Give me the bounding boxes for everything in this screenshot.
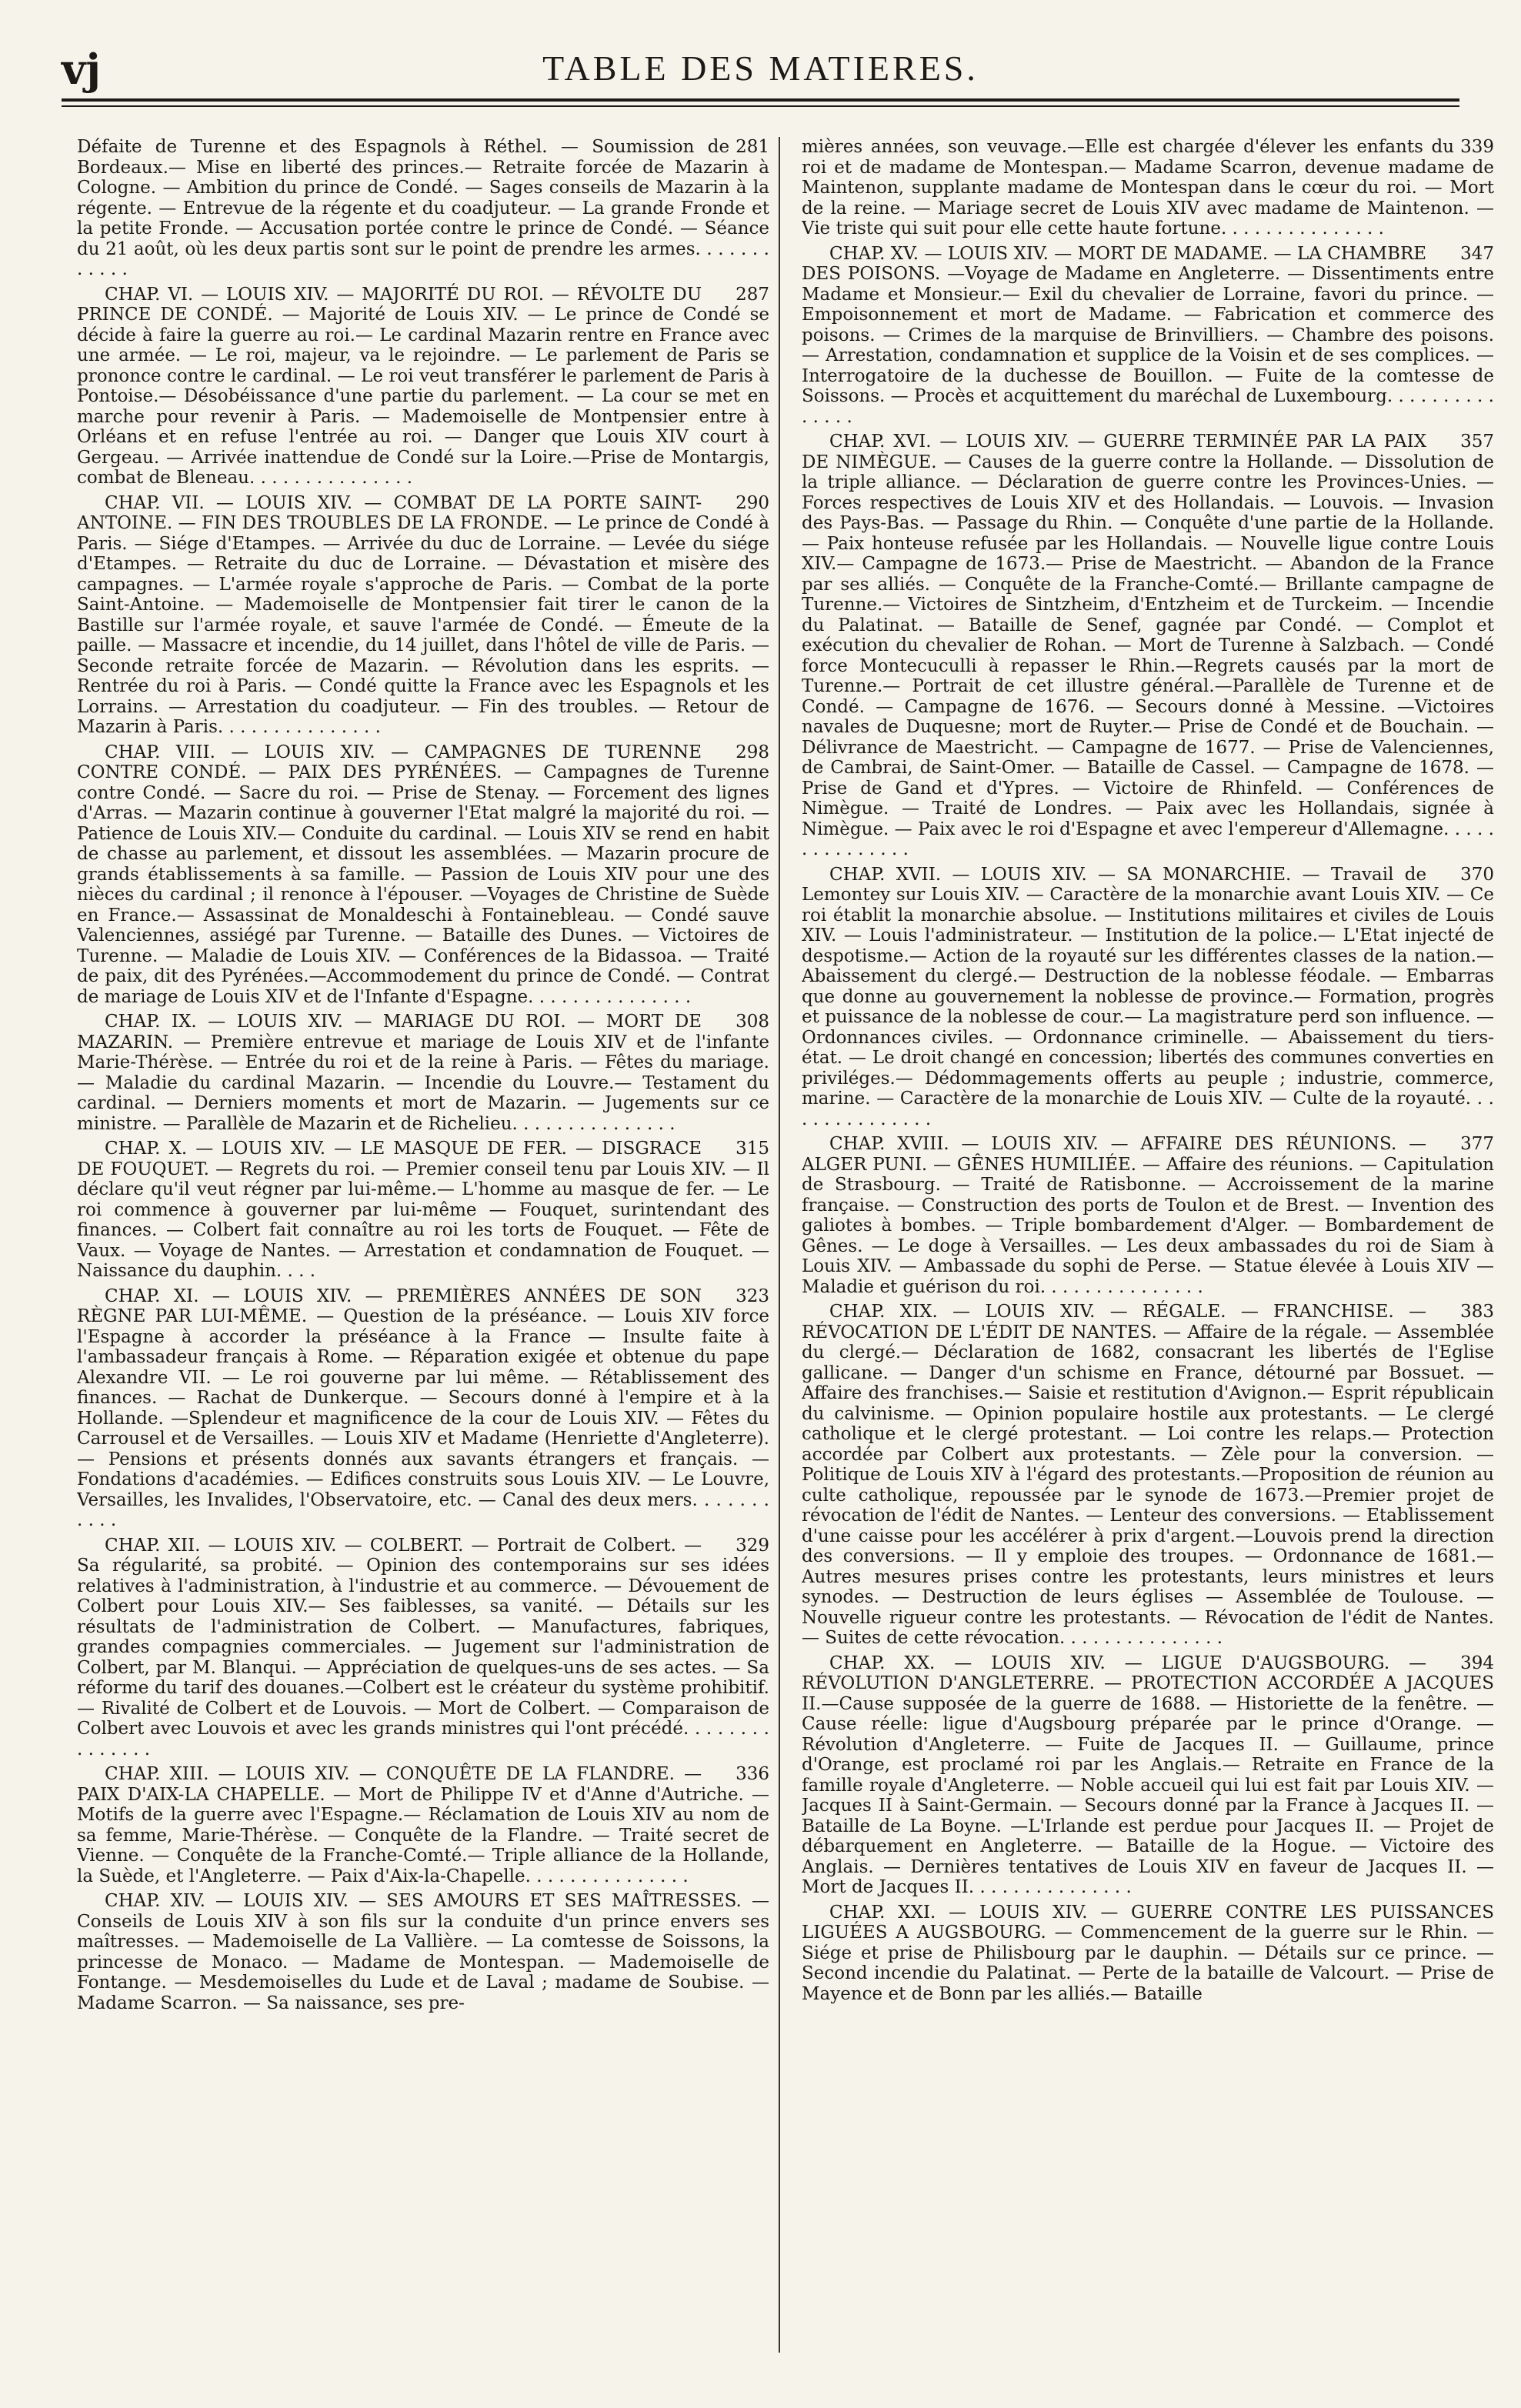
entry-text: CHAP. VI. — LOUIS XIV. — MAJORITÉ DU ROI. — RÉVOLTE DU PRINCE DE CONDÉ. — Majorité de Louis XIV. — Le prince de Condé se décide à faire la guerre au roi.— Le cardinal Mazarin rentre en France avec une armée. — Le roi, majeur, va le rejoindre. — Le parlement de Paris se prononce contre le cardinal. — Le roi veut transférer le parlement de Paris à Pontoise.— Désobéissance d'une partie du parlement. — La cour se met en marche pour revenir à Paris. — Mademoiselle de Montpensier entre à Orléans et en refuse l'entrée au roi. — Danger que Louis XIV court à Gergeau. — Arrivée inattendue de Condé sur la Loire.—Prise de Montargis, combat de Bleneau. . . . . . . . . . . . . . . bbox=[77, 284, 769, 488]
entry-text: CHAP. XXI. — LOUIS XIV. — GUERRE CONTRE LES PUISSANCES LIGUÉES A AUGSBOURG. — Commencement de la guerre sur le Rhin. — Siége et prise de Philisbourg par le dauphin. — Détails sur ce prince. — Second incendie du Palatinat. — Perte de la bataille de Valcourt. — Prise de Mayence et de Bonn par les alliés.— Bataille bbox=[802, 1902, 1494, 2004]
toc-entry bbox=[802, 244, 1494, 428]
column-divider bbox=[779, 137, 780, 2353]
toc-entry bbox=[802, 1302, 1494, 1649]
entry-text: CHAP. XX. — LOUIS XIV. — LIGUE D'AUGSBOURG. — RÉVOLUTION D'ANGLETERRE. — PROTECTION ACCORDÉE A JACQUES II.—Cause supposée de la guerre de 1688. — Historiette de la fenêtre. — Cause réelle: ligue d'Augsbourg préparée par le prince d'Orange. — Révolution d'Angleterre. — Fuite de Jacques II. — Guillaume, prince d'Orange, est proclamé roi par les Anglais.— Retraite en France de la famille royale d'Angleterre. — Noble accueil qui lui est fait par Louis XIV. — Jacques II à Saint-Germain. — Secours donné par la France à Jacques II. — Bataille de La Boyne. —L'Irlande est perdue pour Jacques II. — Projet de débarquement en Angleterre. — Bataille de la Hogue. — Victoire des Anglais. — Dernières tentatives de Louis XIV en faveur de Jacques II. — Mort de Jacques II. . . . . . . . . . . . . . . bbox=[802, 1653, 1494, 1897]
page-number: 315 bbox=[735, 1139, 769, 1159]
toc-entry bbox=[77, 1891, 769, 2013]
page-title: TABLE DES MATIERES. bbox=[542, 48, 979, 88]
entry-text: CHAP. XVIII. — LOUIS XIV. — AFFAIRE DES RÉUNIONS. — ALGER PUNI. — GÊNES HUMILIÉE. — Affaire des réunions. — Capitulation de Strasbourg. — Traité de Ratisbonne. — Accroissement de la marine française. — Construction des ports de Toulon et de Brest. — Invention des galiotes à bombes. — Triple bombardement d'Alger. — Bombardement de Gênes. — Le doge à Versailles. — Les deux ambassades du roi de Siam à Louis XIV. — Ambassade du sophi de Perse. — Statue élevée à Louis XIV — Maladie et guérison du roi. . . . . . . . . . . . . . . bbox=[802, 1134, 1494, 1297]
page-number: 290 bbox=[735, 492, 769, 513]
toc-entry bbox=[77, 742, 769, 1008]
toc-entry bbox=[77, 285, 769, 489]
entry-text: CHAP. XIV. — LOUIS XIV. — SES AMOURS ET SES MAÎTRESSES. — Conseils de Louis XIV à son fils sur la conduite d'un prince envers ses maîtresses. — Mademoiselle de La Vallière. — La comtesse de Soissons, la princesse de Monaco. — Madame de Montespan. — Mademoiselle de Fontange. — Mesdemoiselles du Lude et de Laval ; madame de Soubise. — Madame Scarron. — Sa naissance, ses pre- bbox=[77, 1891, 769, 2013]
page-number: 308 bbox=[735, 1012, 769, 1032]
toc-entry bbox=[802, 137, 1494, 239]
toc-entry bbox=[802, 1134, 1494, 1297]
entry-text: CHAP. XV. — LOUIS XIV. — MORT DE MADAME. — LA CHAMBRE DES POISONS. —Voyage de Madame en Angleterre. — Dissentiments entre Madame et Monsieur.— Exil du chevalier de Lorraine, favori du prince. — Empoisonnement et mort de Madame. — Fabrication et commerce des poisons. — Crimes de la marquise de Brinvilliers. — Chambre des poisons. — Arrestation, condamnation et supplice de la Voisin et de ses complices. — Interrogatoire de la duchesse de Bouillon. — Fuite de la comtesse de Soissons. — Procès et acquittement du maréchal de Luxembourg. . . . . . . . . . . . . . . bbox=[802, 243, 1494, 427]
page-number: 339 bbox=[1460, 137, 1494, 157]
page-header bbox=[62, 45, 1459, 98]
page-number: 370 bbox=[1460, 864, 1494, 885]
entry-text: CHAP. VII. — LOUIS XIV. — COMBAT DE LA PORTE SAINT-ANTOINE. — FIN DES TROUBLES DE LA FRONDE. — Le prince de Condé à Paris. — Siége d'Etampes. — Arrivée du duc de Lorraine. — Levée du siége d'Etampes. — Retraite du duc de Lorraine. — Dévastation et misère des campagnes. — L'armée royale s'approche de Paris. — Combat de la porte Saint-Antoine. — Mademoiselle de Montpensier fait tirer le canon de la Bastille sur l'armée royale, et sauve l'armée de Condé. — Émeute de la paille. — Massacre et incendie, du 14 juillet, dans l'hôtel de ville de Paris. — Seconde retraite forcée de Mazarin. — Révolution dans les esprits. — Rentrée du roi à Paris. — Condé quitte la France avec les Espagnols et les Lorrains. — Arrestation du coadjuteur. — Fin des troubles. — Retour de Mazarin à Paris. . . . . . . . . . . . . . . bbox=[77, 492, 769, 737]
entry-text: CHAP. XVI. — LOUIS XIV. — GUERRE TERMINÉE PAR LA PAIX DE NIMÈGUE. — Causes de la guerre contre la Hollande. — Dissolution de la triple alliance. — Déclaration de guerre contre les Provinces-Unies. — Forces respectives de Louis XIV et des Hollandais. — Louvois. — Invasion des Pays-Bas. — Passage du Rhin. — Conquête d'une partie de la Hollande. — Paix honteuse refusée par les Hollandais. — Nouvelle ligue contre Louis XIV.— Campagne de 1673.— Prise de Maestricht. — Abandon de la France par ses alliés. — Conquête de la Franche-Comté.— Brillante campagne de Turenne.— Victoires de Sintzheim, d'Entzheim et de Turckeim. — Incendie du Palatinat. — Bataille de Senef, gagnée par Condé. — Complot et exécution du chevalier de Rohan. — Mort de Turenne à Salzbach. — Condé force Montecuculli à repasser le Rhin.—Regrets causés par la mort de Turenne.— Portrait de cet illustre général.—Parallèle de Turenne et de Condé. — Campagne de 1676. — Secours donné à Messine. —Victoires navales de Duquesne; mort de Ruyter.— Prise de Condé et de Bouchain. — Délivrance de Maestricht. — Campagne de 1677. — Prise de Valenciennes, de Cambrai, de Saint-Omer. — Bataille de Cassel. — Campagne de 1678. — Prise de Gand et d'Ypres. — Victoire de Rhinfeld. — Conférences de Nimègue. — Traité de Londres. — Paix avec les Hollandais, signée à Nimègue. — Paix avec le roi d'Espagne et avec l'empereur d'Allemagne. . . . . . . . . . . . . . . bbox=[802, 432, 1494, 859]
entry-text: Défaite de Turenne et des Espagnols à Réthel. — Soumission de Bordeaux.— Mise en liberté des princes.— Retraite forcée de Mazarin à Cologne. — Ambition du prince de Condé. — Sages conseils de Mazarin à la régente. — Entrevue de la régente et du coadjuteur. — La grande Fronde et la petite Fronde. — Accusation portée contre le prince de Condé. — Séance du 21 août, où les deux partis sont sur le point de prendre les armes. . . . . . . . . . . . bbox=[77, 137, 769, 279]
page-number: 298 bbox=[735, 742, 769, 762]
page-number: 357 bbox=[1460, 432, 1494, 452]
toc-entry bbox=[77, 1012, 769, 1134]
page-number: 347 bbox=[1460, 243, 1494, 264]
left-column bbox=[77, 137, 769, 2368]
header-rule-thick bbox=[62, 98, 1459, 102]
entry-text: CHAP. XIX. — LOUIS XIV. — RÉGALE. — FRANCHISE. — RÉVOCATION DE L'ÉDIT DE NANTES. — Affaire de la régale. — Assemblée du clergé.— Déclaration de 1682, consacrant les libertés de l'Eglise gallicane. — Danger d'un schisme en France, détourné par Bossuet. —Affaire des franchises.— Saisie et restitution d'Avignon.— Esprit républicain du calvinisme. — Opinion populaire hostile aux protestants. — Le clergé catholique et le clergé protestant. — Loi contre les relaps.— Protection accordée par Colbert aux protestants. — Zèle pour la conversion. — Politique de Louis XIV à l'égard des protestants.—Proposition de réunion au culte catholique, repoussée par le synode de 1673.—Premier projet de révocation de l'édit de Nantes. — Lenteur des conversions. — Etablissement d'une caisse pour les accélérer à prix d'argent.—Louvois prend la direction des conversions. — Il y emploie des troupes. — Ordonnance de 1681.— Autres mesures prises contre les protestants, leurs ministres et leurs synodes. — Destruction de leurs églises — Assemblée de Toulouse. — Nouvelle rigueur contre les protestants. — Révocation de l'édit de Nantes. — Suites de cette révocation. . . . . . . . . . . . . . . bbox=[802, 1302, 1494, 1648]
toc-entry bbox=[77, 1286, 769, 1531]
entry-text: mières années, son veuvage.—Elle est chargée d'élever les enfants du roi et de madame de Montespan.— Madame Scarron, devenue madame de Maintenon, supplante madame de Montespan dans le cœur du roi. — Mort de la reine. — Mariage secret de Louis XIV avec madame de Maintenon. — Vie triste qui suit pour elle cette haute fortune. . . . . . . . . . . . . . . bbox=[802, 137, 1494, 238]
toc-entry bbox=[77, 1764, 769, 1886]
entry-text: CHAP. XII. — LOUIS XIV. — COLBERT. — Portrait de Colbert. — Sa régularité, sa probité. — Opinion des contemporains sur ses idées relatives à l'administration, à l'industrie et au commerce. — Dévouement de Colbert pour Louis XIV.— Ses faiblesses, sa vanité. — Détails sur les résultats de l'administration de Colbert. — Manufactures, fabriques, grandes compagnies commerciales. — Jugement sur l'administration de Colbert, par M. Blanqui. — Appréciation de quelques-uns de ses actes. — Sa réforme du tarif des douanes.—Colbert est le créateur du système prohibitif.— Rivalité de Colbert et de Louvois. — Mort de Colbert. — Comparaison de Colbert avec Louvois et avec les grands ministres qui l'ont précédé. . . . . . . . . . . . . . . bbox=[77, 1535, 769, 1759]
page-number: 377 bbox=[1460, 1134, 1494, 1154]
page-number: 336 bbox=[735, 1764, 769, 1784]
page-number: 281 bbox=[735, 137, 769, 157]
toc-entry bbox=[77, 137, 769, 280]
page-number: 323 bbox=[735, 1286, 769, 1306]
page-number: 383 bbox=[1460, 1302, 1494, 1322]
toc-entry bbox=[802, 432, 1494, 860]
toc-entry bbox=[77, 1139, 769, 1282]
page-number: 287 bbox=[735, 284, 769, 305]
right-column bbox=[802, 137, 1494, 2368]
entry-text: CHAP. VIII. — LOUIS XIV. — CAMPAGNES DE TURENNE CONTRE CONDÉ. — PAIX DES PYRÉNÉES. — Campagnes de Turenne contre Condé. — Sacre du roi. — Prise de Stenay. — Forcement des lignes d'Arras. — Mazarin continue à gouverner l'Etat malgré la majorité du roi. — Patience de Louis XIV.— Conduite du cardinal. — Louis XIV se rend en habit de chasse au parlement, et dissout les assemblées. — Mazarin procure de grands établissements à sa famille. — Passion de Louis XIV pour une des nièces du cardinal ; il renonce à l'épouser. —Voyages de Christine de Suède en France.— Assassinat de Monaldeschi à Fontainebleau. — Condé sauve Valenciennes, assiégé par Turenne. — Bataille des Dunes. — Victoires de Turenne. — Maladie de Louis XIV. — Conférences de la Bidassoa. — Traité de paix, dit des Pyrénées.—Accommodement du prince de Condé. — Contrat de mariage de Louis XIV et de l'Infante d'Espagne. . . . . . . . . . . . . . . bbox=[77, 742, 769, 1007]
page-number: 394 bbox=[1460, 1653, 1494, 1673]
header-rule-thin bbox=[62, 105, 1459, 107]
page-folio: vj bbox=[62, 45, 101, 94]
entry-text: CHAP. XVII. — LOUIS XIV. — SA MONARCHIE. — Travail de Lemontey sur Louis XIV. — Caractère de la monarchie avant Louis XIV. — Ce roi établit la monarchie absolue. — Institutions militaires et civiles de Louis XIV. — Louis l'administrateur. — Institution de la police.— L'Etat injecté de despotisme.— Action de la royauté sur les différentes classes de la nation.— Abaissement du clergé.— Destruction de la noblesse féodale. — Embarras que donne au gouvernement la noblesse de province.— Formation, progrès et puissance de la noblesse de cour.— La magistrature perd son influence. — Ordonnances civiles. — Ordonnance criminelle. — Abaissement du tiers-état. — Le droit changé en concession; libertés des communes converties en priviléges.— Dédommagements offerts au peuple ; industrie, commerce, marine. — Caractère de la monarchie de Louis XIV. — Culte de la royauté. . . . . . . . . . . . . . . bbox=[802, 864, 1494, 1129]
page-number: 329 bbox=[735, 1535, 769, 1556]
entry-text: CHAP. IX. — LOUIS XIV. — MARIAGE DU ROI. — MORT DE MAZARIN. — Première entrevue et mariage de Louis XIV et de l'infante Marie-Thérèse. — Entrée du roi et de la reine à Paris. — Fêtes du mariage. — Maladie du cardinal Mazarin. — Incendie du Louvre.— Testament du cardinal. — Derniers moments et mort de Mazarin. — Jugements sur ce ministre. — Parallèle de Mazarin et de Richelieu. . . . . . . . . . . . . . . bbox=[77, 1012, 769, 1134]
toc-entry bbox=[802, 1903, 1494, 2005]
toc-entry bbox=[802, 1653, 1494, 1898]
toc-entry bbox=[77, 1536, 769, 1760]
entry-text: CHAP. XI. — LOUIS XIV. — PREMIÈRES ANNÉES DE SON RÈGNE PAR LUI-MÊME. — Question de la préséance. — Louis XIV force l'Espagne à accorder la préséance à la France — Insulte faite à l'ambassadeur français à Rome. — Réparation exigée et obtenue du pape Alexandre VII. — Le roi gouverne par lui même. — Rétablissement des finances. — Rachat de Dunkerque. — Secours donné à l'empire et à la Hollande. —Splendeur et magnificence de la cour de Louis XIV. — Fêtes du Carrousel et de Versailles. — Louis XIV et Madame (Henriette d'Angleterre). — Pensions et présents donnés aux savants étrangers et français. — Fondations d'académies. — Edifices construits sous Louis XIV. — Le Louvre, Versailles, les Invalides, l'Observatoire, etc. — Canal des deux mers. . . . . . . . . . . bbox=[77, 1286, 769, 1530]
toc-entry bbox=[77, 493, 769, 738]
toc-entry bbox=[802, 865, 1494, 1130]
entry-text: CHAP. XIII. — LOUIS XIV. — CONQUÊTE DE LA FLANDRE. — PAIX D'AIX-LA CHAPELLE. — Mort de Philippe IV et d'Anne d'Autriche. — Motifs de la guerre avec l'Espagne.— Réclamation de Louis XIV au nom de sa femme, Marie-Thérèse. — Conquête de la Flandre. — Traité secret de Vienne. — Conquête de la Franche-Comté.— Triple alliance de la Hollande, la Suède, et l'Angleterre. — Paix d'Aix-la-Chapelle. . . . . . . . . . . . . . . bbox=[77, 1764, 769, 1886]
entry-text: CHAP. X. — LOUIS XIV. — LE MASQUE DE FER. — DISGRACE DE FOUQUET. — Regrets du roi. — Premier conseil tenu par Louis XIV. — Il déclare qu'il veut régner par lui-même.— L'homme au masque de fer. — Le roi commence à gouverner par lui-même — Fouquet, surintendant des finances. — Colbert fait connaître au roi les torts de Fouquet. — Fête de Vaux. — Voyage de Nantes. — Arrestation et condamnation de Fouquet. — Naissance du dauphin. . . . bbox=[77, 1139, 769, 1281]
